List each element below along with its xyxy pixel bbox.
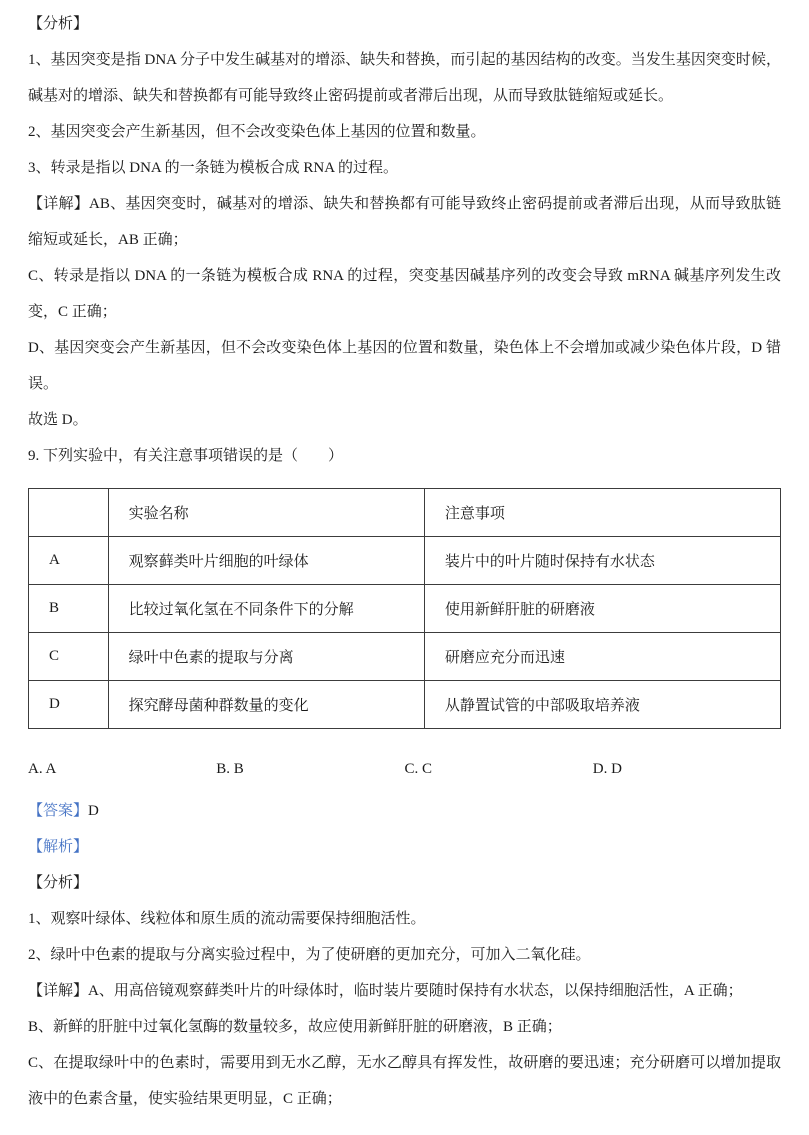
answer-value: D xyxy=(88,803,99,819)
option-b: B. B xyxy=(216,761,244,777)
q8-detail-label: 【详解】 xyxy=(28,196,90,212)
q8-conclusion: 故选 D。 xyxy=(28,412,88,428)
table-row xyxy=(29,585,781,633)
row-precaution: 使用新鲜肝脏的研磨液 xyxy=(424,585,780,633)
row-precaution: 从静置试管的中部吸取培养液 xyxy=(424,681,780,729)
row-letter: A xyxy=(29,537,109,585)
q8-analysis-point-3: 3、转录是指以 DNA 的一条链为模板合成 RNA 的过程。 xyxy=(28,160,399,176)
row-letter: D xyxy=(29,681,109,729)
table-header-row xyxy=(29,489,781,537)
row-experiment-name: 比较过氧化氢在不同条件下的分解 xyxy=(108,585,424,633)
q8-analysis-point-1: 1、基因突变是指 DNA 分子中发生碱基对的增添、缺失和替换，而引起的基因结构的改变。当发生基因突变时候，碱基对的增添、缺失和替换都有可能导致终止密码提前或者滞后出现，从而导致肽链缩短或延长。 xyxy=(28,52,781,104)
q9-analysis-heading: 【分析】 xyxy=(28,875,89,891)
option-c: C. C xyxy=(404,761,433,777)
q8-detail-point-d: D、基因突变会产生新基因，但不会改变染色体上基因的位置和数量，染色体上不会增加或减少染色体片段，D 错误。 xyxy=(28,340,781,392)
table-row xyxy=(29,537,781,585)
table-row xyxy=(29,633,781,681)
option-d: D. D xyxy=(592,761,622,777)
option-a: A. A xyxy=(28,761,57,777)
experiment-notes-table xyxy=(28,488,781,729)
row-experiment-name: 探究酵母菌种群数量的变化 xyxy=(108,681,424,729)
q9-detail-point-a: A、用高倍镜观察藓类叶片的叶绿体时，临时装片要随时保持有水状态，以保持细胞活性，A 正确； xyxy=(88,983,743,999)
q9-analysis-point-2: 2、绿叶中色素的提取与分离实验过程中，为了使研磨的更加充分，可加入二氧化硅。 xyxy=(28,947,591,963)
q9-detail-point-c: C、在提取绿叶中的色素时，需要用到无水乙醇，无水乙醇具有挥发性，故研磨的要迅速；充分研磨可以增加提取液中的色素含量，使实验结果更明显，C 正确； xyxy=(28,1055,781,1107)
q8-detail-paragraph xyxy=(28,186,781,258)
explain-label: 【解析】 xyxy=(28,839,89,855)
row-experiment-name: 绿叶中色素的提取与分离 xyxy=(108,633,424,681)
answer-label: 【答案】 xyxy=(28,803,89,819)
q9-analysis-point-1: 1、观察叶绿体、线粒体和原生质的流动需要保持细胞活性。 xyxy=(28,911,426,927)
row-letter: C xyxy=(29,633,109,681)
answer-options-row xyxy=(28,751,781,787)
q8-detail-point-ab: AB、基因突变时，碱基对的增添、缺失和替换都有可能导致终止密码提前或者滞后出现，从而导致肽链缩短或延长，AB 正确； xyxy=(28,196,781,248)
table-row xyxy=(29,681,781,729)
header-cell-blank xyxy=(29,489,109,537)
q8-detail-point-c: C、转录是指以 DNA 的一条链为模板合成 RNA 的过程，突变基因碱基序列的改变会导致 mRNA 碱基序列发生改变，C 正确； xyxy=(28,268,781,320)
q9-explain-heading xyxy=(28,829,781,865)
header-cell-precaution: 注意事项 xyxy=(424,489,780,537)
q8-analysis-heading: 【分析】 xyxy=(28,16,89,32)
row-precaution: 装片中的叶片随时保持有水状态 xyxy=(424,537,780,585)
row-experiment-name: 观察藓类叶片细胞的叶绿体 xyxy=(108,537,424,585)
q9-stem: 9. 下列实验中，有关注意事项错误的是（ ） xyxy=(28,448,344,464)
q8-analysis-point-2: 2、基因突变会产生新基因，但不会改变染色体上基因的位置和数量。 xyxy=(28,124,486,140)
row-letter: B xyxy=(29,585,109,633)
q9-detail-paragraph xyxy=(28,973,781,1009)
row-precaution: 研磨应充分而迅速 xyxy=(424,633,780,681)
q9-answer-line xyxy=(28,793,781,829)
q9-detail-label: 【详解】 xyxy=(28,983,89,999)
q9-detail-point-b: B、新鲜的肝脏中过氧化氢酶的数量较多，故应使用新鲜肝脏的研磨液，B 正确； xyxy=(28,1019,562,1035)
header-cell-experiment-name: 实验名称 xyxy=(108,489,424,537)
